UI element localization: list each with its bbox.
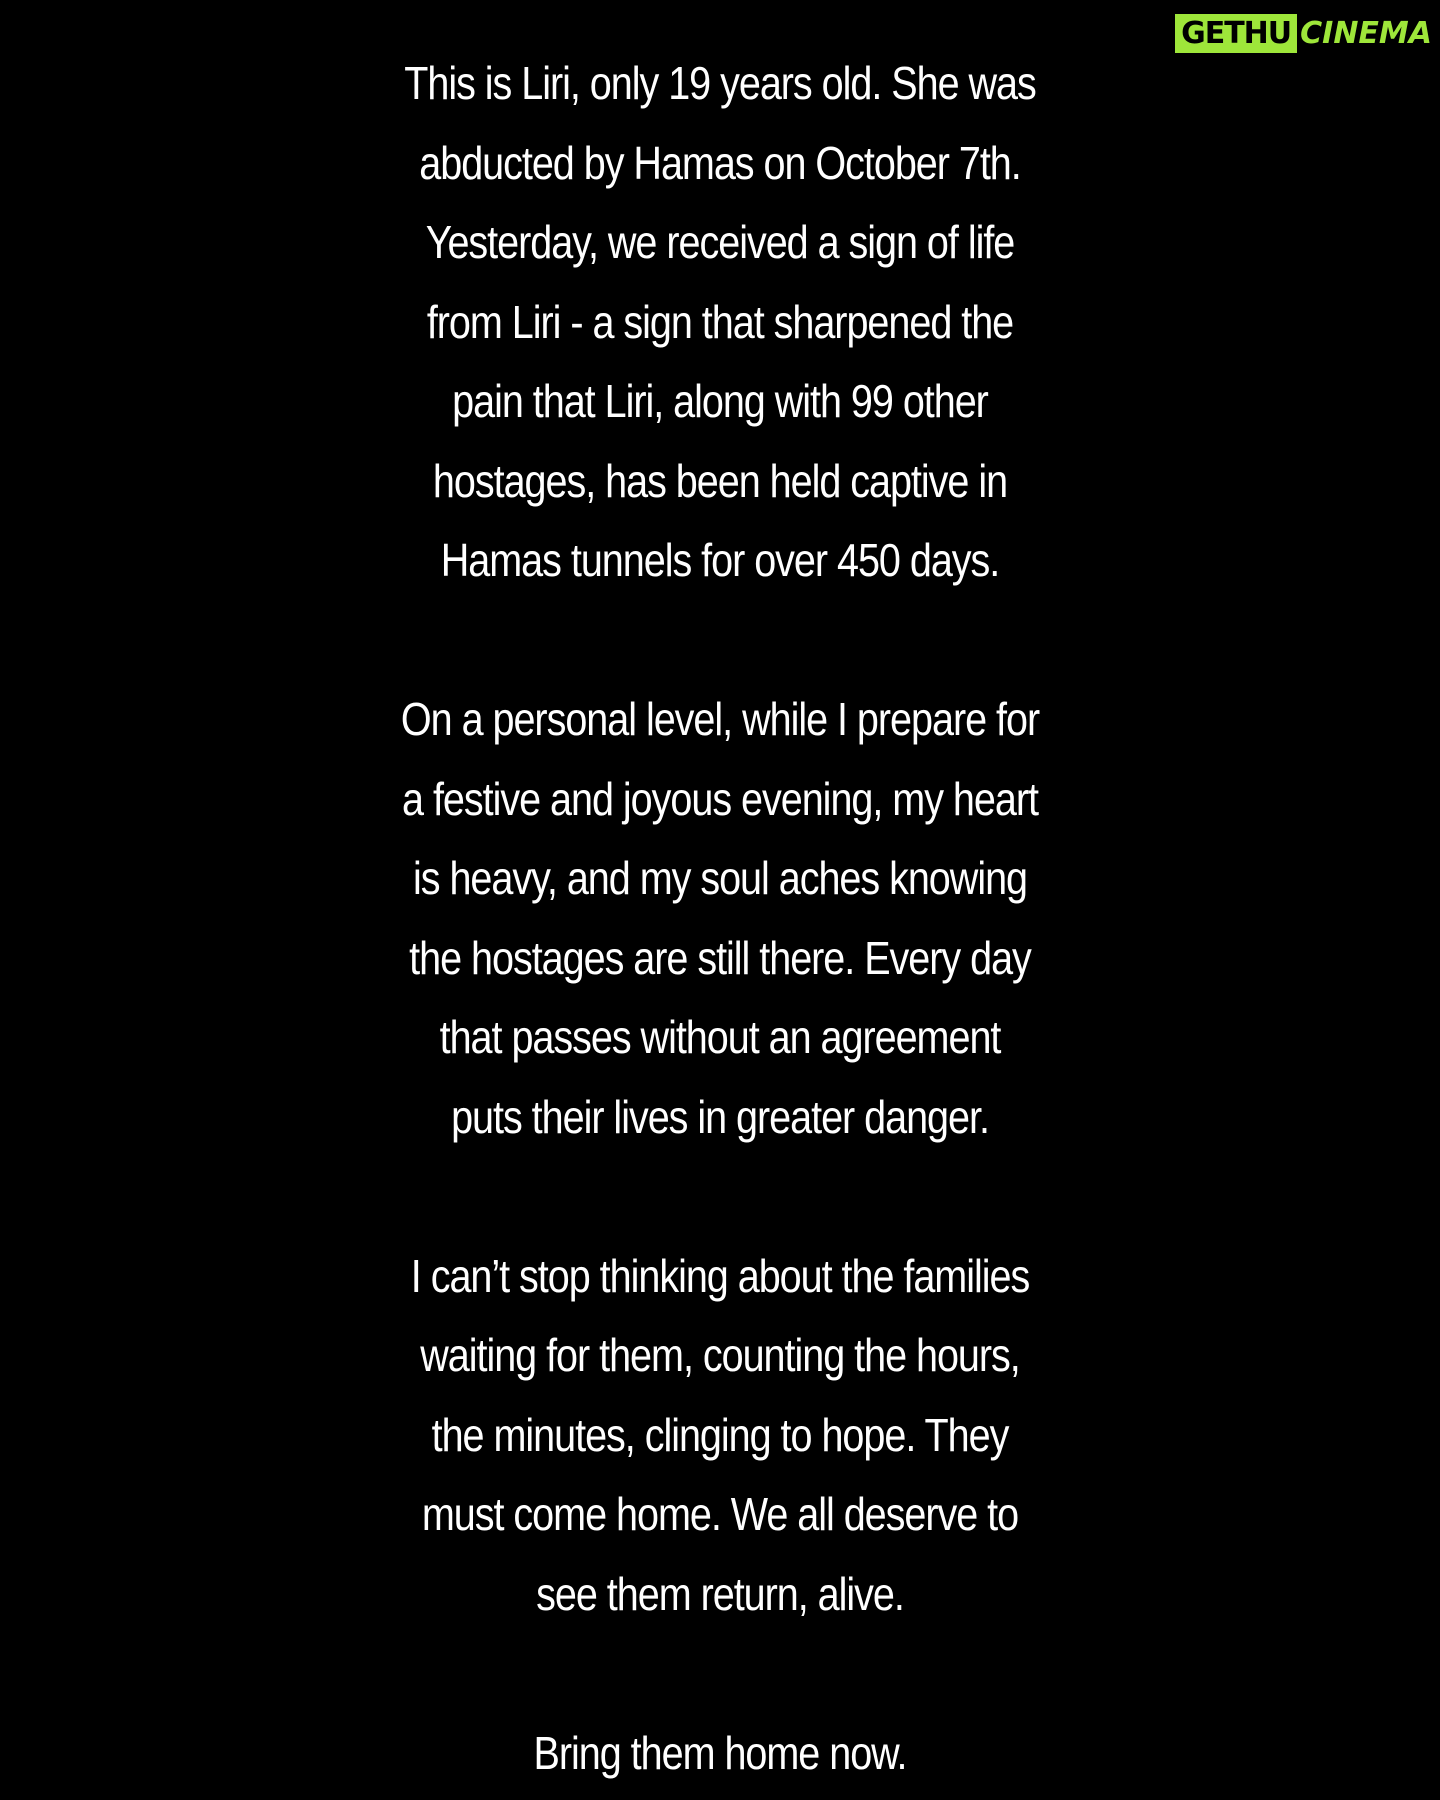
text-line: Yesterday, we received a sign of life [425,216,1015,268]
text-line: see them return, alive. [536,1567,904,1620]
watermark-part-1: GETHU [1175,14,1297,53]
text-line: On a personal level, while I prepare for [400,693,1040,745]
text-line: waiting for them, counting the hours, [420,1329,1020,1381]
text-line: Hamas tunnels for over 450 days. [440,534,1000,586]
paragraph-gap [0,1157,1440,1237]
paragraph-4 [0,1714,1440,1794]
text-line: that passes without an agreement [439,1011,1001,1063]
text-line: pain that Liri, along with 99 other [452,375,988,427]
text-line: is heavy, and my soul aches knowing [412,852,1028,904]
paragraph-1 [0,44,1440,601]
watermark-part-2: CINEMA [1300,15,1432,51]
paragraph-gap [0,601,1440,681]
text-line: hostages, has been held captive in [432,454,1008,507]
text-line: puts their lives in greater danger. [451,1090,989,1143]
closing-line: Bring them home now. [533,1726,907,1779]
text-line: abducted by Hamas on October 7th. [419,136,1021,189]
text-line: This is Liri, only 19 years old. She was [404,57,1036,109]
paragraph-3 [0,1237,1440,1635]
text-line: from Liri - a sign that sharpened the [426,295,1014,348]
paragraph-2 [0,680,1440,1157]
text-line: I can’t stop thinking about the families [410,1249,1030,1302]
text-line: the hostages are still there. Every day [409,931,1031,984]
text-line: must come home. We all deserve to [421,1488,1019,1540]
text-line: the minutes, clinging to hope. They [431,1408,1009,1461]
paragraph-gap [0,1634,1440,1714]
text-line: a festive and joyous evening, my heart [402,772,1038,825]
story-text [0,44,1440,1793]
